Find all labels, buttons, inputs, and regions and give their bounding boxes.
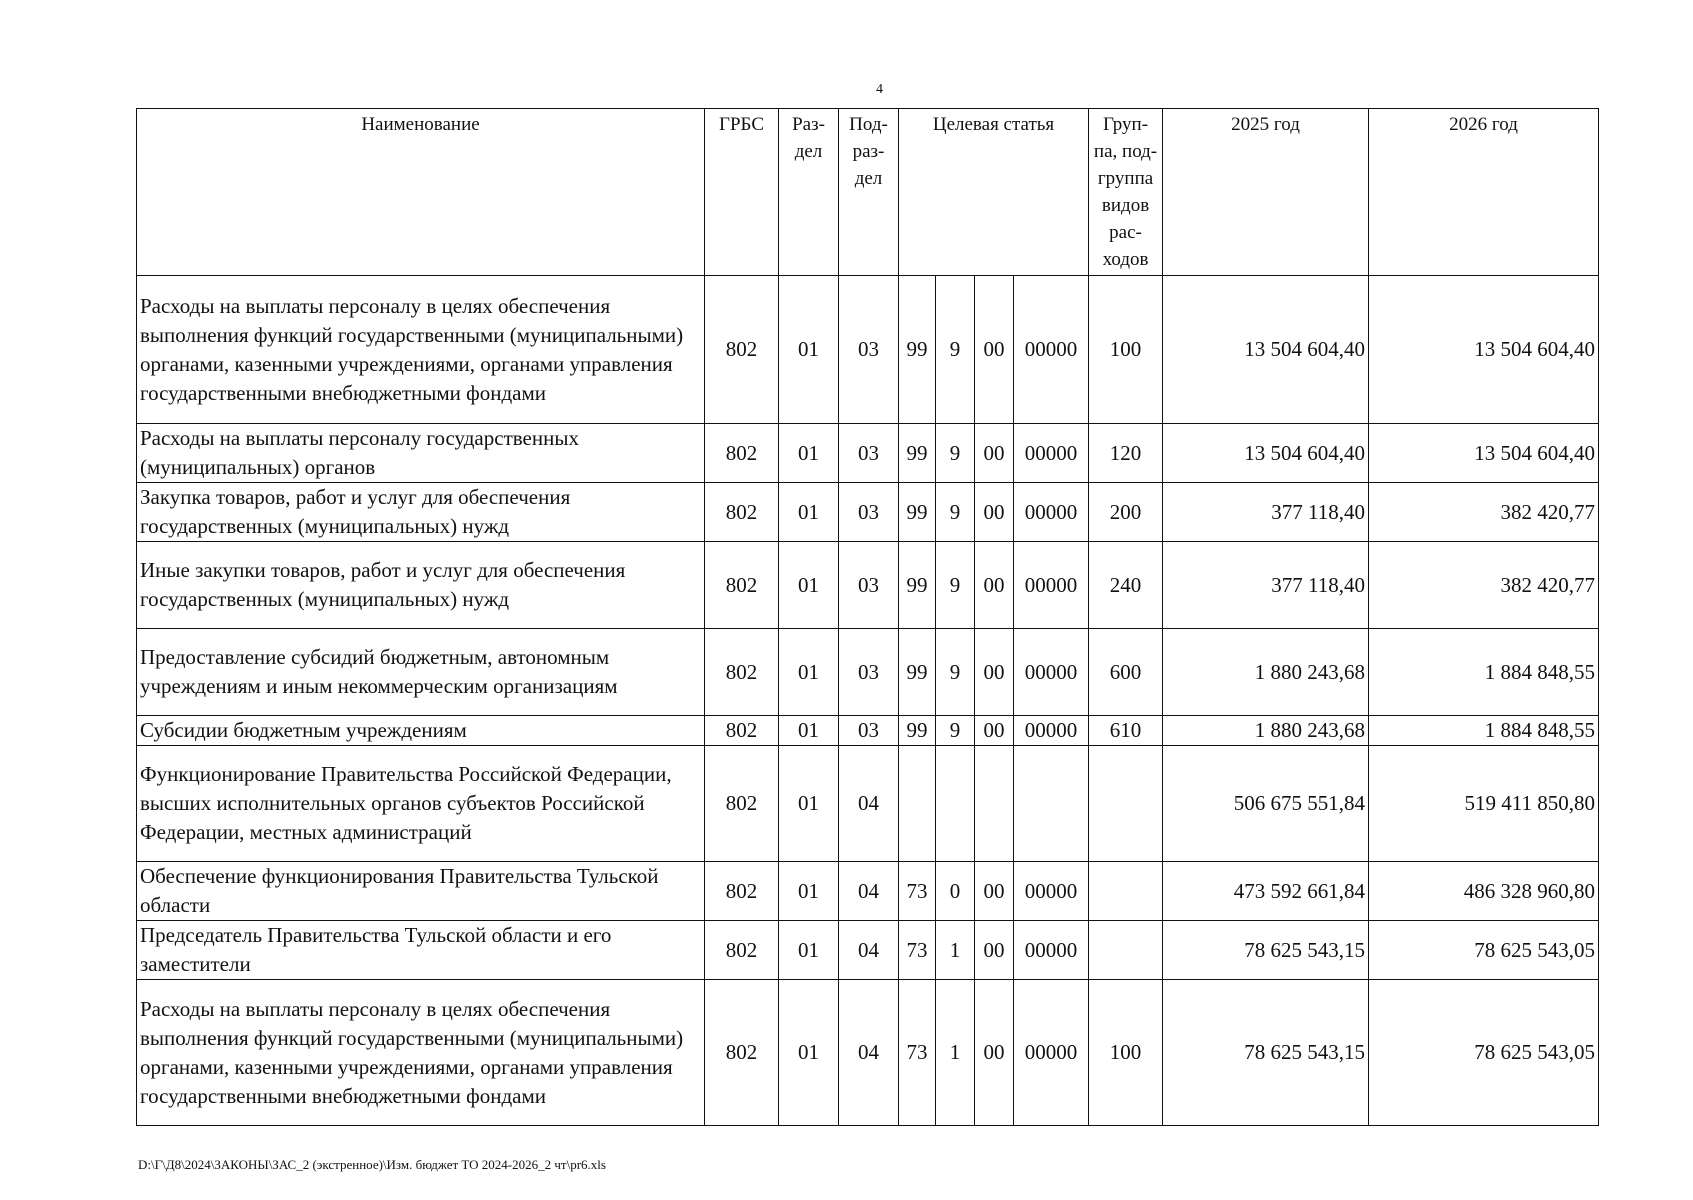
row-target-direction: 00000	[1014, 424, 1089, 483]
row-target-subprogram: 1	[936, 980, 975, 1126]
row-target-subprogram: 9	[936, 629, 975, 716]
row-target-program: 99	[899, 483, 936, 542]
row-grbs: 802	[705, 629, 779, 716]
row-amount-2026: 13 504 604,40	[1369, 276, 1599, 424]
header-group: Груп-па, под-группа видов рас-ходов	[1089, 109, 1163, 276]
row-target-event: 00	[975, 483, 1014, 542]
row-podrazdel: 04	[839, 746, 899, 862]
row-name: Расходы на выплаты персоналу государственных (муниципальных) органов	[137, 424, 705, 483]
row-expense-group	[1089, 921, 1163, 980]
row-amount-2026: 78 625 543,05	[1369, 921, 1599, 980]
header-grbs: ГРБС	[705, 109, 779, 276]
row-razdel: 01	[779, 921, 839, 980]
row-target-event: 00	[975, 629, 1014, 716]
row-name: Функционирование Правительства Российской Федерации, высших исполнительных органов субъектов Российской Федерации, местных администраций	[137, 746, 705, 862]
row-target-program: 73	[899, 980, 936, 1126]
row-expense-group: 600	[1089, 629, 1163, 716]
row-target-direction: 00000	[1014, 276, 1089, 424]
row-amount-2025: 473 592 661,84	[1163, 862, 1369, 921]
row-grbs: 802	[705, 483, 779, 542]
row-target-program: 99	[899, 629, 936, 716]
table-row	[137, 921, 1599, 980]
row-razdel: 01	[779, 629, 839, 716]
budget-table	[136, 108, 1599, 1126]
table-row	[137, 746, 1599, 862]
row-amount-2025: 13 504 604,40	[1163, 424, 1369, 483]
file-path-footer: D:\Г\Д8\2024\ЗАКОНЫ\ЗАС_2 (экстренное)\Изм. бюджет ТО 2024-2026_2 чт\pr6.xls	[138, 1157, 606, 1172]
row-razdel: 01	[779, 716, 839, 746]
table-row	[137, 629, 1599, 716]
row-target-subprogram	[936, 746, 975, 862]
row-razdel: 01	[779, 424, 839, 483]
row-target-subprogram: 9	[936, 424, 975, 483]
row-amount-2026: 486 328 960,80	[1369, 862, 1599, 921]
table-row	[137, 862, 1599, 921]
table-row	[137, 980, 1599, 1126]
row-amount-2026: 78 625 543,05	[1369, 980, 1599, 1126]
row-target-program: 99	[899, 276, 936, 424]
row-podrazdel: 03	[839, 483, 899, 542]
row-expense-group	[1089, 746, 1163, 862]
row-grbs: 802	[705, 276, 779, 424]
row-amount-2026: 13 504 604,40	[1369, 424, 1599, 483]
row-podrazdel: 03	[839, 276, 899, 424]
row-grbs: 802	[705, 716, 779, 746]
row-podrazdel: 04	[839, 980, 899, 1126]
row-grbs: 802	[705, 424, 779, 483]
row-target-subprogram: 1	[936, 921, 975, 980]
row-expense-group: 610	[1089, 716, 1163, 746]
row-name: Обеспечение функционирования Правительства Тульской области	[137, 862, 705, 921]
row-target-subprogram: 9	[936, 276, 975, 424]
row-razdel: 01	[779, 276, 839, 424]
row-podrazdel: 03	[839, 424, 899, 483]
row-target-subprogram: 9	[936, 716, 975, 746]
row-name: Закупка товаров, работ и услуг для обеспечения государственных (муниципальных) нужд	[137, 483, 705, 542]
row-target-event: 00	[975, 862, 1014, 921]
page-number: 4	[876, 82, 883, 97]
row-target-program: 99	[899, 716, 936, 746]
row-podrazdel: 04	[839, 921, 899, 980]
row-grbs: 802	[705, 542, 779, 629]
row-razdel: 01	[779, 542, 839, 629]
row-target-subprogram: 9	[936, 483, 975, 542]
header-podrazdel: Под-раз-дел	[839, 109, 899, 276]
row-target-direction: 00000	[1014, 921, 1089, 980]
row-target-event: 00	[975, 424, 1014, 483]
header-row	[137, 109, 1599, 276]
row-target-program: 99	[899, 424, 936, 483]
row-razdel: 01	[779, 980, 839, 1126]
header-2026: 2026 год	[1369, 109, 1599, 276]
row-grbs: 802	[705, 921, 779, 980]
table-row	[137, 483, 1599, 542]
row-amount-2025: 13 504 604,40	[1163, 276, 1369, 424]
row-target-program	[899, 746, 936, 862]
row-podrazdel: 04	[839, 862, 899, 921]
table-row	[137, 542, 1599, 629]
row-name: Расходы на выплаты персоналу в целях обеспечения выполнения функций государственными (муниципальными) органами, казенными учреждениями, органами управления государственными внебюджетными фондами	[137, 980, 705, 1126]
table-row	[137, 424, 1599, 483]
header-target: Целевая статья	[899, 109, 1089, 276]
row-target-program: 73	[899, 862, 936, 921]
row-grbs: 802	[705, 862, 779, 921]
row-target-direction: 00000	[1014, 716, 1089, 746]
row-amount-2025: 506 675 551,84	[1163, 746, 1369, 862]
row-name: Расходы на выплаты персоналу в целях обеспечения выполнения функций государственными (муниципальными) органами, казенными учреждениями, органами управления государственными внебюджетными фондами	[137, 276, 705, 424]
row-expense-group	[1089, 862, 1163, 921]
row-amount-2025: 78 625 543,15	[1163, 980, 1369, 1126]
row-target-event: 00	[975, 921, 1014, 980]
row-name: Иные закупки товаров, работ и услуг для обеспечения государственных (муниципальных) нужд	[137, 542, 705, 629]
row-amount-2026: 1 884 848,55	[1369, 716, 1599, 746]
row-amount-2025: 377 118,40	[1163, 483, 1369, 542]
row-target-event: 00	[975, 276, 1014, 424]
row-amount-2026: 1 884 848,55	[1369, 629, 1599, 716]
row-amount-2026: 382 420,77	[1369, 483, 1599, 542]
row-amount-2026: 519 411 850,80	[1369, 746, 1599, 862]
row-target-direction: 00000	[1014, 629, 1089, 716]
row-razdel: 01	[779, 483, 839, 542]
row-target-direction	[1014, 746, 1089, 862]
row-expense-group: 120	[1089, 424, 1163, 483]
row-name: Субсидии бюджетным учреждениям	[137, 716, 705, 746]
header-razdel: Раз-дел	[779, 109, 839, 276]
table-row	[137, 276, 1599, 424]
row-name: Предоставление субсидий бюджетным, автономным учреждениям и иным некоммерческим организациям	[137, 629, 705, 716]
row-podrazdel: 03	[839, 542, 899, 629]
row-amount-2025: 1 880 243,68	[1163, 629, 1369, 716]
row-podrazdel: 03	[839, 716, 899, 746]
row-target-program: 99	[899, 542, 936, 629]
row-amount-2025: 78 625 543,15	[1163, 921, 1369, 980]
row-target-event: 00	[975, 980, 1014, 1126]
row-grbs: 802	[705, 746, 779, 862]
row-target-event: 00	[975, 542, 1014, 629]
row-target-direction: 00000	[1014, 542, 1089, 629]
row-expense-group: 100	[1089, 980, 1163, 1126]
row-target-event	[975, 746, 1014, 862]
row-expense-group: 100	[1089, 276, 1163, 424]
row-target-direction: 00000	[1014, 980, 1089, 1126]
row-target-direction: 00000	[1014, 862, 1089, 921]
table-row	[137, 716, 1599, 746]
row-razdel: 01	[779, 862, 839, 921]
header-name: Наименование	[137, 109, 705, 276]
row-target-program: 73	[899, 921, 936, 980]
row-target-subprogram: 0	[936, 862, 975, 921]
row-amount-2025: 1 880 243,68	[1163, 716, 1369, 746]
row-podrazdel: 03	[839, 629, 899, 716]
row-expense-group: 200	[1089, 483, 1163, 542]
row-amount-2026: 382 420,77	[1369, 542, 1599, 629]
row-target-subprogram: 9	[936, 542, 975, 629]
row-target-event: 00	[975, 716, 1014, 746]
row-razdel: 01	[779, 746, 839, 862]
row-target-direction: 00000	[1014, 483, 1089, 542]
row-amount-2025: 377 118,40	[1163, 542, 1369, 629]
header-2025: 2025 год	[1163, 109, 1369, 276]
row-expense-group: 240	[1089, 542, 1163, 629]
row-grbs: 802	[705, 980, 779, 1126]
row-name: Председатель Правительства Тульской области и его заместители	[137, 921, 705, 980]
